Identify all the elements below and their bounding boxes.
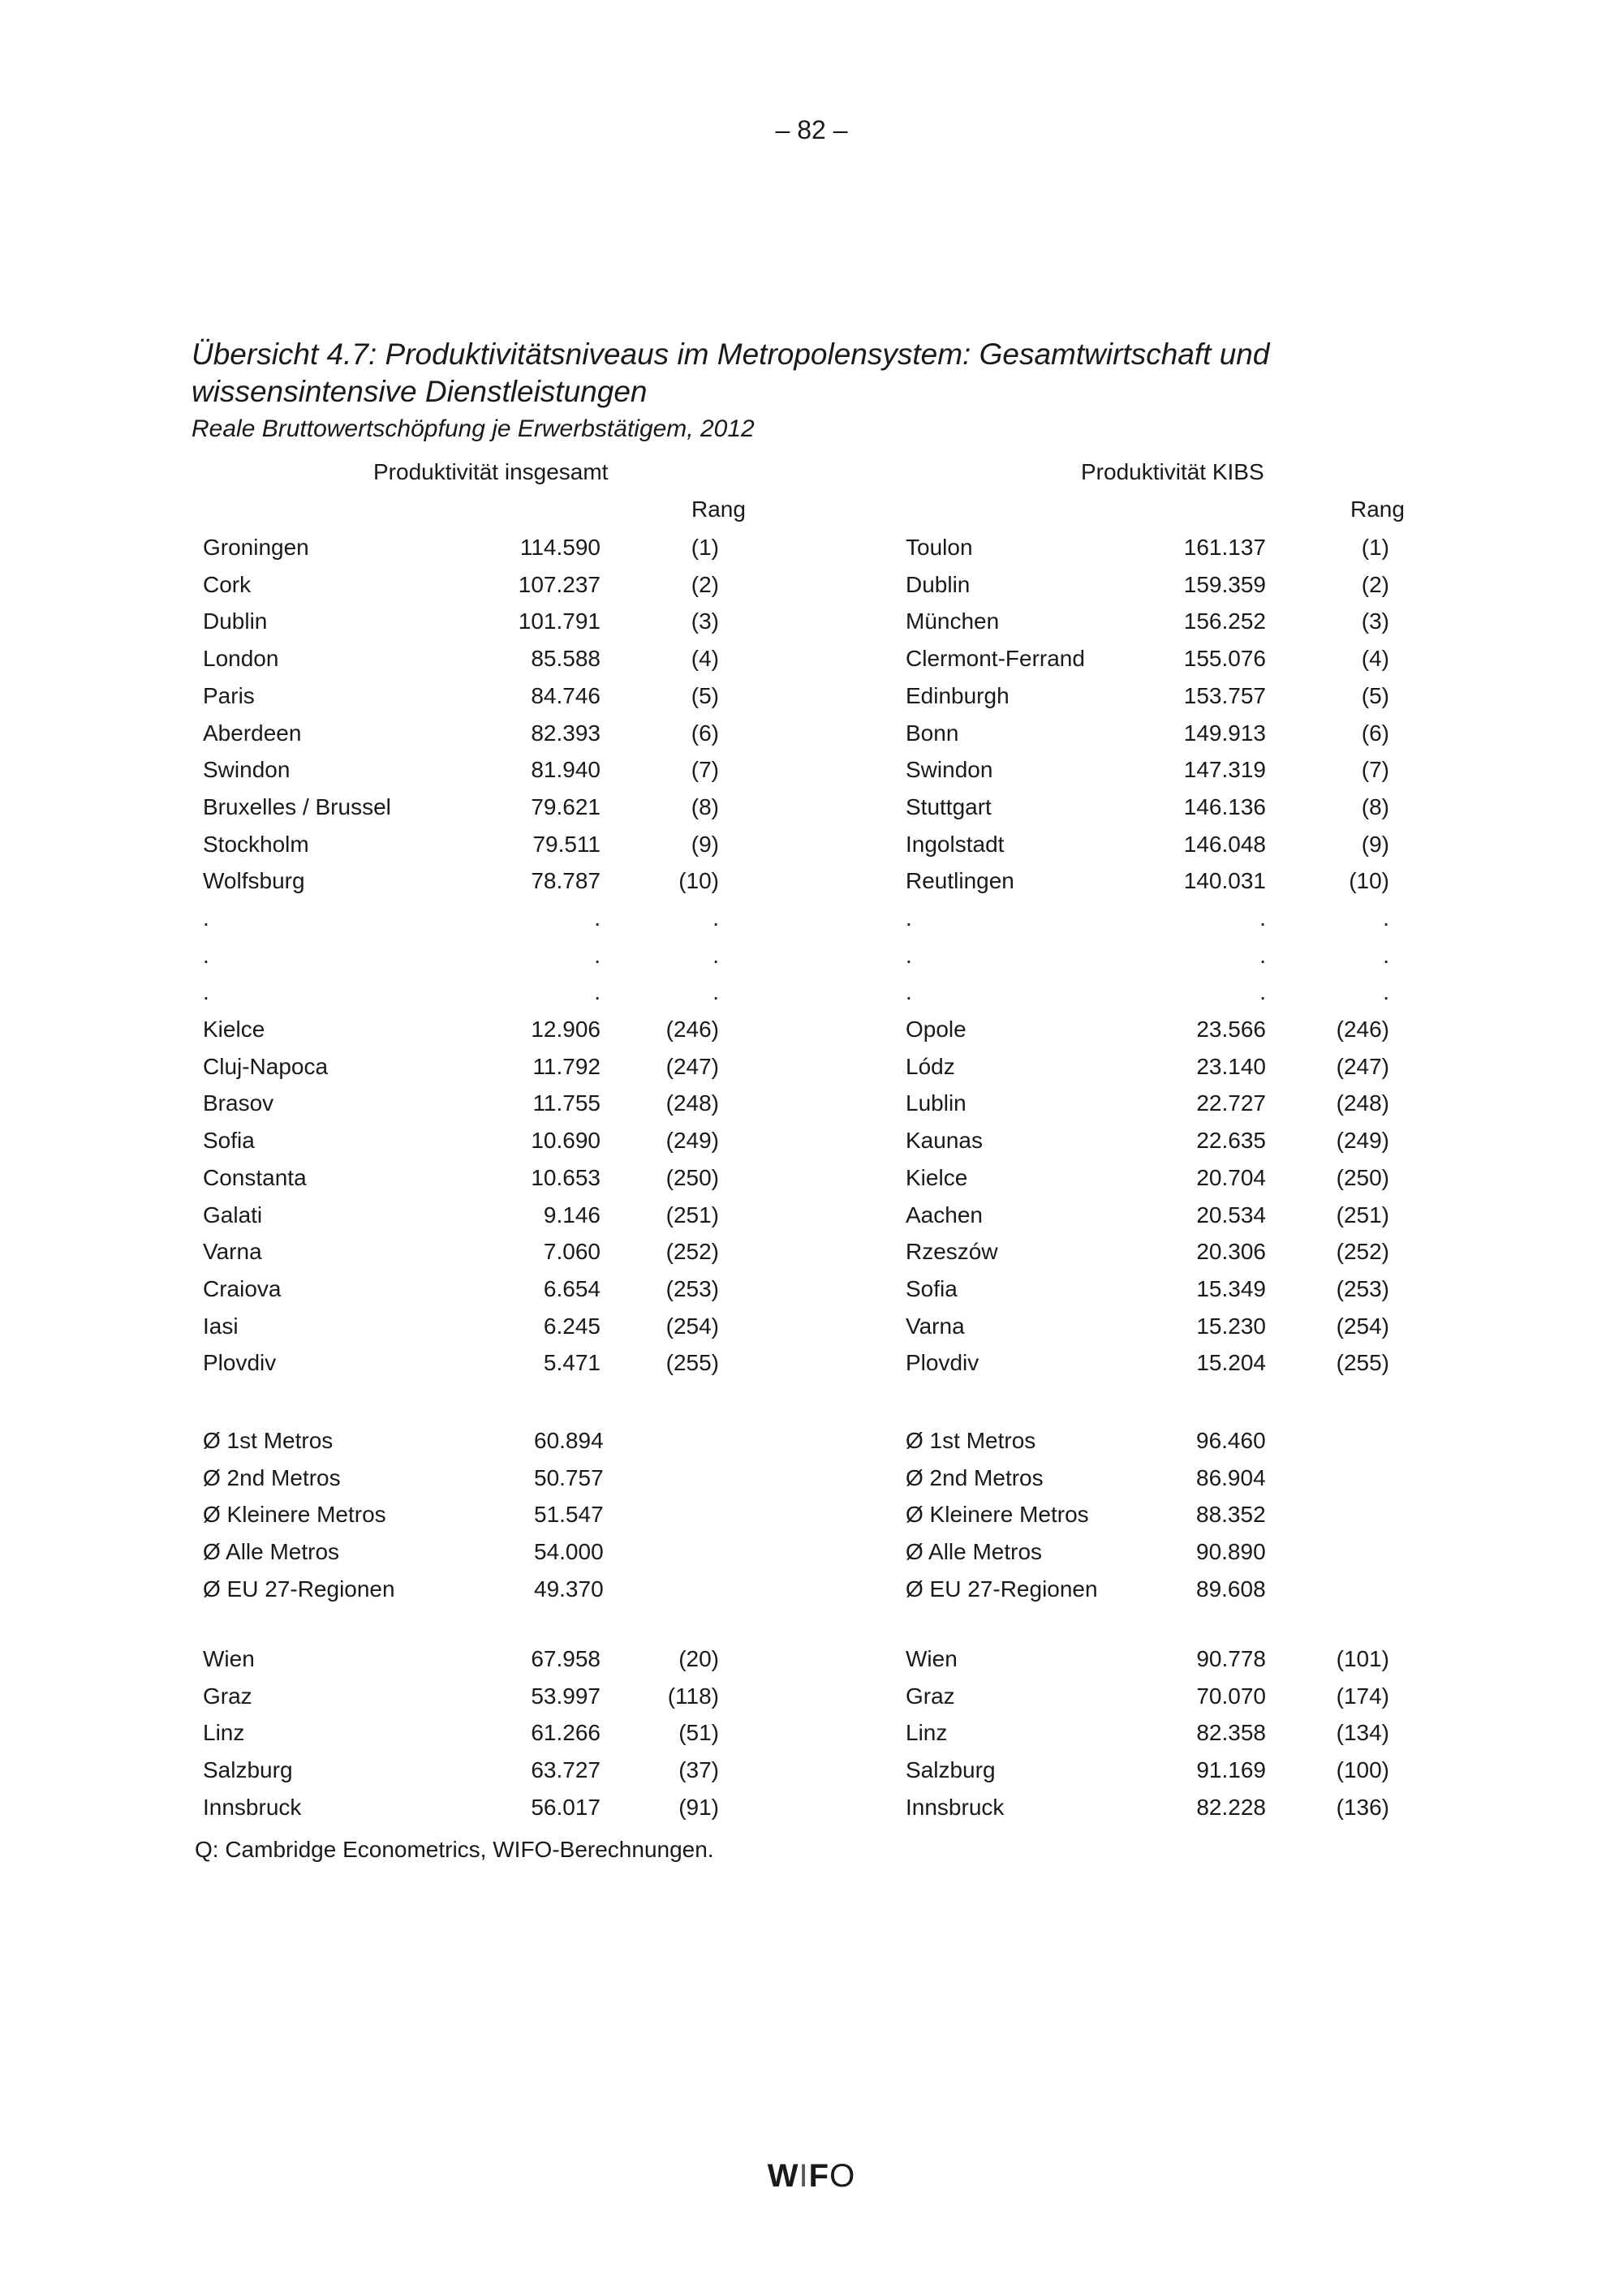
right-rank-value: (2) bbox=[1361, 572, 1389, 597]
table-row bbox=[0, 1678, 1623, 1715]
left-city-name: Salzburg bbox=[203, 1757, 293, 1782]
right-city-name: Rzeszów bbox=[906, 1239, 998, 1264]
right-rank-value: (249) bbox=[1336, 1128, 1389, 1153]
left-city-name: Stockholm bbox=[203, 832, 309, 857]
left-productivity-value: 107.237 bbox=[518, 572, 601, 597]
left-city-name: Swindon bbox=[203, 757, 291, 782]
right-column-header: Produktivität KIBS bbox=[1081, 459, 1264, 484]
right-productivity-value: 22.727 bbox=[1196, 1090, 1266, 1116]
right-productivity-value: 146.048 bbox=[1183, 832, 1266, 857]
left-rank-value: (248) bbox=[665, 1090, 719, 1116]
table-row bbox=[0, 862, 1623, 900]
right-city-name: Sofia bbox=[906, 1276, 958, 1301]
right-rank-value: (253) bbox=[1336, 1276, 1389, 1301]
left-productivity-value: 53.997 bbox=[531, 1683, 601, 1709]
right-city-name: Lublin bbox=[906, 1090, 966, 1116]
right-productivity-value: 23.140 bbox=[1196, 1054, 1266, 1079]
right-rank-value: (9) bbox=[1361, 832, 1389, 857]
right-productivity-value: 15.230 bbox=[1196, 1314, 1266, 1339]
right-productivity-value: 90.778 bbox=[1196, 1646, 1266, 1671]
left-rank-value: (251) bbox=[665, 1202, 719, 1228]
right-productivity-value: 149.913 bbox=[1183, 720, 1266, 746]
right-rank-value: (6) bbox=[1361, 720, 1389, 746]
page-number: – 82 – bbox=[775, 115, 848, 144]
right-productivity-value: . bbox=[1259, 905, 1266, 931]
left-productivity-value: 79.621 bbox=[531, 794, 601, 819]
left-city-name: . bbox=[203, 943, 209, 968]
left-productivity-value: 114.590 bbox=[519, 535, 601, 560]
right-productivity-value: 20.704 bbox=[1196, 1165, 1266, 1190]
right-productivity-value: 89.608 bbox=[1196, 1576, 1266, 1602]
right-rank-value: (5) bbox=[1361, 683, 1389, 708]
table-row bbox=[0, 1422, 1623, 1460]
table-row bbox=[0, 937, 1623, 974]
table-subtitle: Reale Bruttowertschöpfung je Erwerbstätigem, 2012 bbox=[192, 415, 755, 442]
right-productivity-value: 90.890 bbox=[1196, 1539, 1266, 1564]
left-rank-value: (1) bbox=[691, 535, 719, 560]
right-city-name: Swindon bbox=[906, 757, 993, 782]
table-row bbox=[0, 566, 1623, 604]
left-city-name: Varna bbox=[203, 1239, 262, 1264]
right-rank-value: (7) bbox=[1361, 757, 1389, 782]
right-city-name: Clermont-Ferrand bbox=[906, 646, 1085, 671]
table-row bbox=[0, 715, 1623, 752]
left-city-name: Ø 1st Metros bbox=[203, 1428, 334, 1453]
table-row bbox=[0, 1122, 1623, 1159]
left-rank-header: Rang bbox=[691, 497, 746, 522]
left-rank-value: (2) bbox=[691, 572, 719, 597]
left-city-name: Ø EU 27-Regionen bbox=[203, 1576, 395, 1602]
left-city-name: Kielce bbox=[203, 1017, 265, 1042]
left-productivity-value: 50.757 bbox=[534, 1465, 604, 1490]
right-productivity-value: 23.566 bbox=[1196, 1017, 1266, 1042]
left-city-name: Paris bbox=[203, 683, 255, 708]
left-productivity-value: 63.727 bbox=[531, 1757, 601, 1782]
right-rank-value: (3) bbox=[1361, 608, 1389, 634]
left-productivity-value: 51.547 bbox=[534, 1502, 604, 1527]
left-productivity-value: 7.060 bbox=[543, 1239, 601, 1264]
right-productivity-value: 147.319 bbox=[1183, 757, 1266, 782]
left-rank-value: . bbox=[712, 943, 719, 968]
left-city-name: Dublin bbox=[203, 608, 268, 634]
left-productivity-value: 85.588 bbox=[531, 646, 601, 671]
left-productivity-value: 9.146 bbox=[543, 1202, 601, 1228]
right-productivity-value: 140.031 bbox=[1183, 868, 1266, 893]
right-productivity-value: 86.904 bbox=[1196, 1465, 1266, 1490]
right-city-name: Opole bbox=[906, 1017, 966, 1042]
left-rank-value: (10) bbox=[678, 868, 719, 893]
right-rank-value: (136) bbox=[1336, 1795, 1389, 1820]
left-productivity-value: 78.787 bbox=[531, 868, 601, 893]
left-productivity-value: 54.000 bbox=[534, 1539, 604, 1564]
right-rank-value: (255) bbox=[1336, 1350, 1389, 1375]
right-productivity-value: 20.306 bbox=[1196, 1239, 1266, 1264]
left-rank-value: (253) bbox=[665, 1276, 719, 1301]
left-productivity-value: 5.471 bbox=[543, 1350, 601, 1375]
left-city-name: . bbox=[203, 905, 209, 931]
left-city-name: Ø 2nd Metros bbox=[203, 1465, 341, 1490]
table-row bbox=[0, 751, 1623, 789]
right-city-name: Edinburgh bbox=[906, 683, 1010, 708]
right-city-name: Graz bbox=[906, 1683, 955, 1709]
right-city-name: Dublin bbox=[906, 572, 971, 597]
left-productivity-value: 10.690 bbox=[531, 1128, 601, 1153]
left-rank-value: (252) bbox=[665, 1239, 719, 1264]
table-row bbox=[0, 1714, 1623, 1752]
right-city-name: Ingolstadt bbox=[906, 832, 1005, 857]
right-productivity-value: 88.352 bbox=[1196, 1502, 1266, 1527]
left-rank-value: (5) bbox=[691, 683, 719, 708]
table-row bbox=[0, 1789, 1623, 1826]
right-productivity-value: 159.359 bbox=[1183, 572, 1266, 597]
left-city-name: . bbox=[203, 979, 209, 1004]
left-rank-value: (247) bbox=[665, 1054, 719, 1079]
left-rank-value: (254) bbox=[665, 1314, 719, 1339]
right-city-name: Toulon bbox=[906, 535, 973, 560]
right-rank-value: . bbox=[1383, 905, 1389, 931]
left-productivity-value: 49.370 bbox=[534, 1576, 604, 1602]
left-rank-value: (91) bbox=[678, 1795, 719, 1820]
right-city-name: . bbox=[906, 979, 912, 1004]
left-rank-value: (20) bbox=[678, 1646, 719, 1671]
left-city-name: Sofia bbox=[203, 1128, 255, 1153]
table-row bbox=[0, 974, 1623, 1011]
right-city-name: Wien bbox=[906, 1646, 958, 1671]
left-city-name: Wien bbox=[203, 1646, 255, 1671]
source-note: Q: Cambridge Econometrics, WIFO-Berechnungen. bbox=[195, 1837, 714, 1862]
left-productivity-value: . bbox=[594, 943, 601, 968]
right-city-name: Salzburg bbox=[906, 1757, 996, 1782]
left-city-name: Aberdeen bbox=[203, 720, 302, 746]
table-row bbox=[0, 1308, 1623, 1345]
left-productivity-value: 12.906 bbox=[531, 1017, 601, 1042]
right-productivity-value: 82.228 bbox=[1196, 1795, 1266, 1820]
table-row bbox=[0, 1533, 1623, 1571]
table-title: Übersicht 4.7: Produktivitätsniveaus im Metropolensystem: Gesamtwirtschaft und wissensintensive Dienstleistungen bbox=[192, 338, 1270, 408]
table-row bbox=[0, 826, 1623, 863]
left-productivity-value: . bbox=[594, 905, 601, 931]
right-productivity-value: 146.136 bbox=[1183, 794, 1266, 819]
left-rank-value: (51) bbox=[678, 1720, 719, 1745]
right-rank-value: (4) bbox=[1361, 646, 1389, 671]
right-productivity-value: 153.757 bbox=[1183, 683, 1266, 708]
left-city-name: Groningen bbox=[203, 535, 309, 560]
right-productivity-value: 22.635 bbox=[1196, 1128, 1266, 1153]
left-rank-value: (250) bbox=[665, 1165, 719, 1190]
table-row bbox=[0, 529, 1623, 566]
table-row bbox=[0, 640, 1623, 677]
right-city-name: Linz bbox=[906, 1720, 948, 1745]
right-city-name: Kaunas bbox=[906, 1128, 983, 1153]
right-productivity-value: 156.252 bbox=[1183, 608, 1266, 634]
left-productivity-value: 81.940 bbox=[531, 757, 601, 782]
table-row bbox=[0, 1496, 1623, 1533]
right-city-name: Varna bbox=[906, 1314, 965, 1339]
left-rank-value: (9) bbox=[691, 832, 719, 857]
left-city-name: London bbox=[203, 646, 279, 671]
left-rank-value: (4) bbox=[691, 646, 719, 671]
right-rank-value: (252) bbox=[1336, 1239, 1389, 1264]
left-rank-value: (246) bbox=[665, 1017, 719, 1042]
left-city-name: Galati bbox=[203, 1202, 263, 1228]
table-row bbox=[0, 1011, 1623, 1048]
right-rank-value: (174) bbox=[1336, 1683, 1389, 1709]
table-row bbox=[0, 1571, 1623, 1608]
left-city-name: Linz bbox=[203, 1720, 245, 1745]
left-rank-value: . bbox=[712, 905, 719, 931]
right-city-name: . bbox=[906, 943, 912, 968]
right-productivity-value: 161.137 bbox=[1183, 535, 1266, 560]
right-productivity-value: 155.076 bbox=[1183, 646, 1266, 671]
left-productivity-value: 11.755 bbox=[532, 1090, 601, 1116]
right-productivity-value: 20.534 bbox=[1196, 1202, 1266, 1228]
table-row bbox=[0, 603, 1623, 640]
right-city-name: . bbox=[906, 905, 912, 931]
left-city-name: Brasov bbox=[203, 1090, 274, 1116]
right-city-name: Plovdiv bbox=[906, 1350, 979, 1375]
right-city-name: Lódz bbox=[906, 1054, 955, 1079]
right-rank-value: (134) bbox=[1336, 1720, 1389, 1745]
table-row bbox=[0, 1752, 1623, 1789]
left-rank-value: (118) bbox=[667, 1683, 719, 1709]
right-city-name: Ø EU 27-Regionen bbox=[906, 1576, 1098, 1602]
left-city-name: Plovdiv bbox=[203, 1350, 277, 1375]
left-productivity-value: 60.894 bbox=[534, 1428, 604, 1453]
table-row bbox=[0, 1159, 1623, 1197]
right-city-name: München bbox=[906, 608, 1000, 634]
right-rank-value: (251) bbox=[1336, 1202, 1389, 1228]
right-productivity-value: 82.358 bbox=[1196, 1720, 1266, 1745]
right-city-name: Ø 1st Metros bbox=[906, 1428, 1036, 1453]
left-productivity-value: 6.245 bbox=[543, 1314, 601, 1339]
left-productivity-value: 10.653 bbox=[531, 1165, 601, 1190]
right-rank-value: (247) bbox=[1336, 1054, 1389, 1079]
right-rank-value: (100) bbox=[1336, 1757, 1389, 1782]
left-productivity-value: 79.511 bbox=[532, 832, 601, 857]
left-city-name: Cluj-Napoca bbox=[203, 1054, 329, 1079]
left-city-name: Wolfsburg bbox=[203, 868, 305, 893]
wifo-logo: WIFO bbox=[767, 2158, 856, 2194]
table-row bbox=[0, 1271, 1623, 1308]
right-rank-value: (101) bbox=[1336, 1646, 1389, 1671]
right-productivity-value: 96.460 bbox=[1196, 1428, 1266, 1453]
right-rank-value: (8) bbox=[1361, 794, 1389, 819]
right-rank-value: (248) bbox=[1336, 1090, 1389, 1116]
table-row bbox=[0, 1085, 1623, 1122]
left-rank-value: . bbox=[712, 979, 719, 1004]
right-city-name: Kielce bbox=[906, 1165, 968, 1190]
left-productivity-value: 6.654 bbox=[543, 1276, 601, 1301]
left-city-name: Craiova bbox=[203, 1276, 282, 1301]
left-productivity-value: 84.746 bbox=[531, 683, 601, 708]
right-city-name: Bonn bbox=[906, 720, 959, 746]
left-productivity-value: 101.791 bbox=[518, 608, 601, 634]
right-city-name: Ø Kleinere Metros bbox=[906, 1502, 1089, 1527]
left-city-name: Ø Kleinere Metros bbox=[203, 1502, 386, 1527]
left-column-header: Produktivität insgesamt bbox=[373, 459, 609, 484]
table-row bbox=[0, 1048, 1623, 1086]
right-city-name: Innsbruck bbox=[906, 1795, 1005, 1820]
left-rank-value: (3) bbox=[691, 608, 719, 634]
left-city-name: Constanta bbox=[203, 1165, 307, 1190]
right-productivity-value: 70.070 bbox=[1196, 1683, 1266, 1709]
left-rank-value: (255) bbox=[665, 1350, 719, 1375]
right-rank-header: Rang bbox=[1350, 497, 1405, 522]
left-productivity-value: 11.792 bbox=[532, 1054, 601, 1079]
right-city-name: Stuttgart bbox=[906, 794, 992, 819]
right-rank-value: . bbox=[1383, 943, 1389, 968]
table-row bbox=[0, 1344, 1623, 1382]
right-city-name: Aachen bbox=[906, 1202, 983, 1228]
left-city-name: Iasi bbox=[203, 1314, 239, 1339]
table-row bbox=[0, 1233, 1623, 1271]
table-row bbox=[0, 900, 1623, 937]
table-row bbox=[0, 1640, 1623, 1678]
right-rank-value: (1) bbox=[1361, 535, 1389, 560]
left-productivity-value: 61.266 bbox=[531, 1720, 601, 1745]
table-row bbox=[0, 677, 1623, 715]
left-city-name: Bruxelles / Brussel bbox=[203, 794, 391, 819]
right-city-name: Ø Alle Metros bbox=[906, 1539, 1043, 1564]
right-productivity-value: 91.169 bbox=[1196, 1757, 1266, 1782]
table-row bbox=[0, 1197, 1623, 1234]
right-city-name: Ø 2nd Metros bbox=[906, 1465, 1044, 1490]
right-productivity-value: 15.349 bbox=[1196, 1276, 1266, 1301]
right-rank-value: (10) bbox=[1349, 868, 1389, 893]
right-rank-value: . bbox=[1383, 979, 1389, 1004]
left-city-name: Innsbruck bbox=[203, 1795, 302, 1820]
right-productivity-value: . bbox=[1259, 943, 1266, 968]
left-city-name: Cork bbox=[203, 572, 252, 597]
table-row bbox=[0, 789, 1623, 826]
left-city-name: Graz bbox=[203, 1683, 252, 1709]
left-productivity-value: 82.393 bbox=[531, 720, 601, 746]
right-rank-value: (246) bbox=[1336, 1017, 1389, 1042]
right-productivity-value: . bbox=[1259, 979, 1266, 1004]
table-row bbox=[0, 1460, 1623, 1497]
left-rank-value: (6) bbox=[691, 720, 719, 746]
left-productivity-value: 67.958 bbox=[531, 1646, 601, 1671]
right-rank-value: (254) bbox=[1336, 1314, 1389, 1339]
left-rank-value: (37) bbox=[678, 1757, 719, 1782]
left-city-name: Ø Alle Metros bbox=[203, 1539, 340, 1564]
left-productivity-value: . bbox=[594, 979, 601, 1004]
left-productivity-value: 56.017 bbox=[531, 1795, 601, 1820]
right-city-name: Reutlingen bbox=[906, 868, 1014, 893]
left-rank-value: (249) bbox=[665, 1128, 719, 1153]
right-rank-value: (250) bbox=[1336, 1165, 1389, 1190]
left-rank-value: (8) bbox=[691, 794, 719, 819]
left-rank-value: (7) bbox=[691, 757, 719, 782]
right-productivity-value: 15.204 bbox=[1196, 1350, 1266, 1375]
